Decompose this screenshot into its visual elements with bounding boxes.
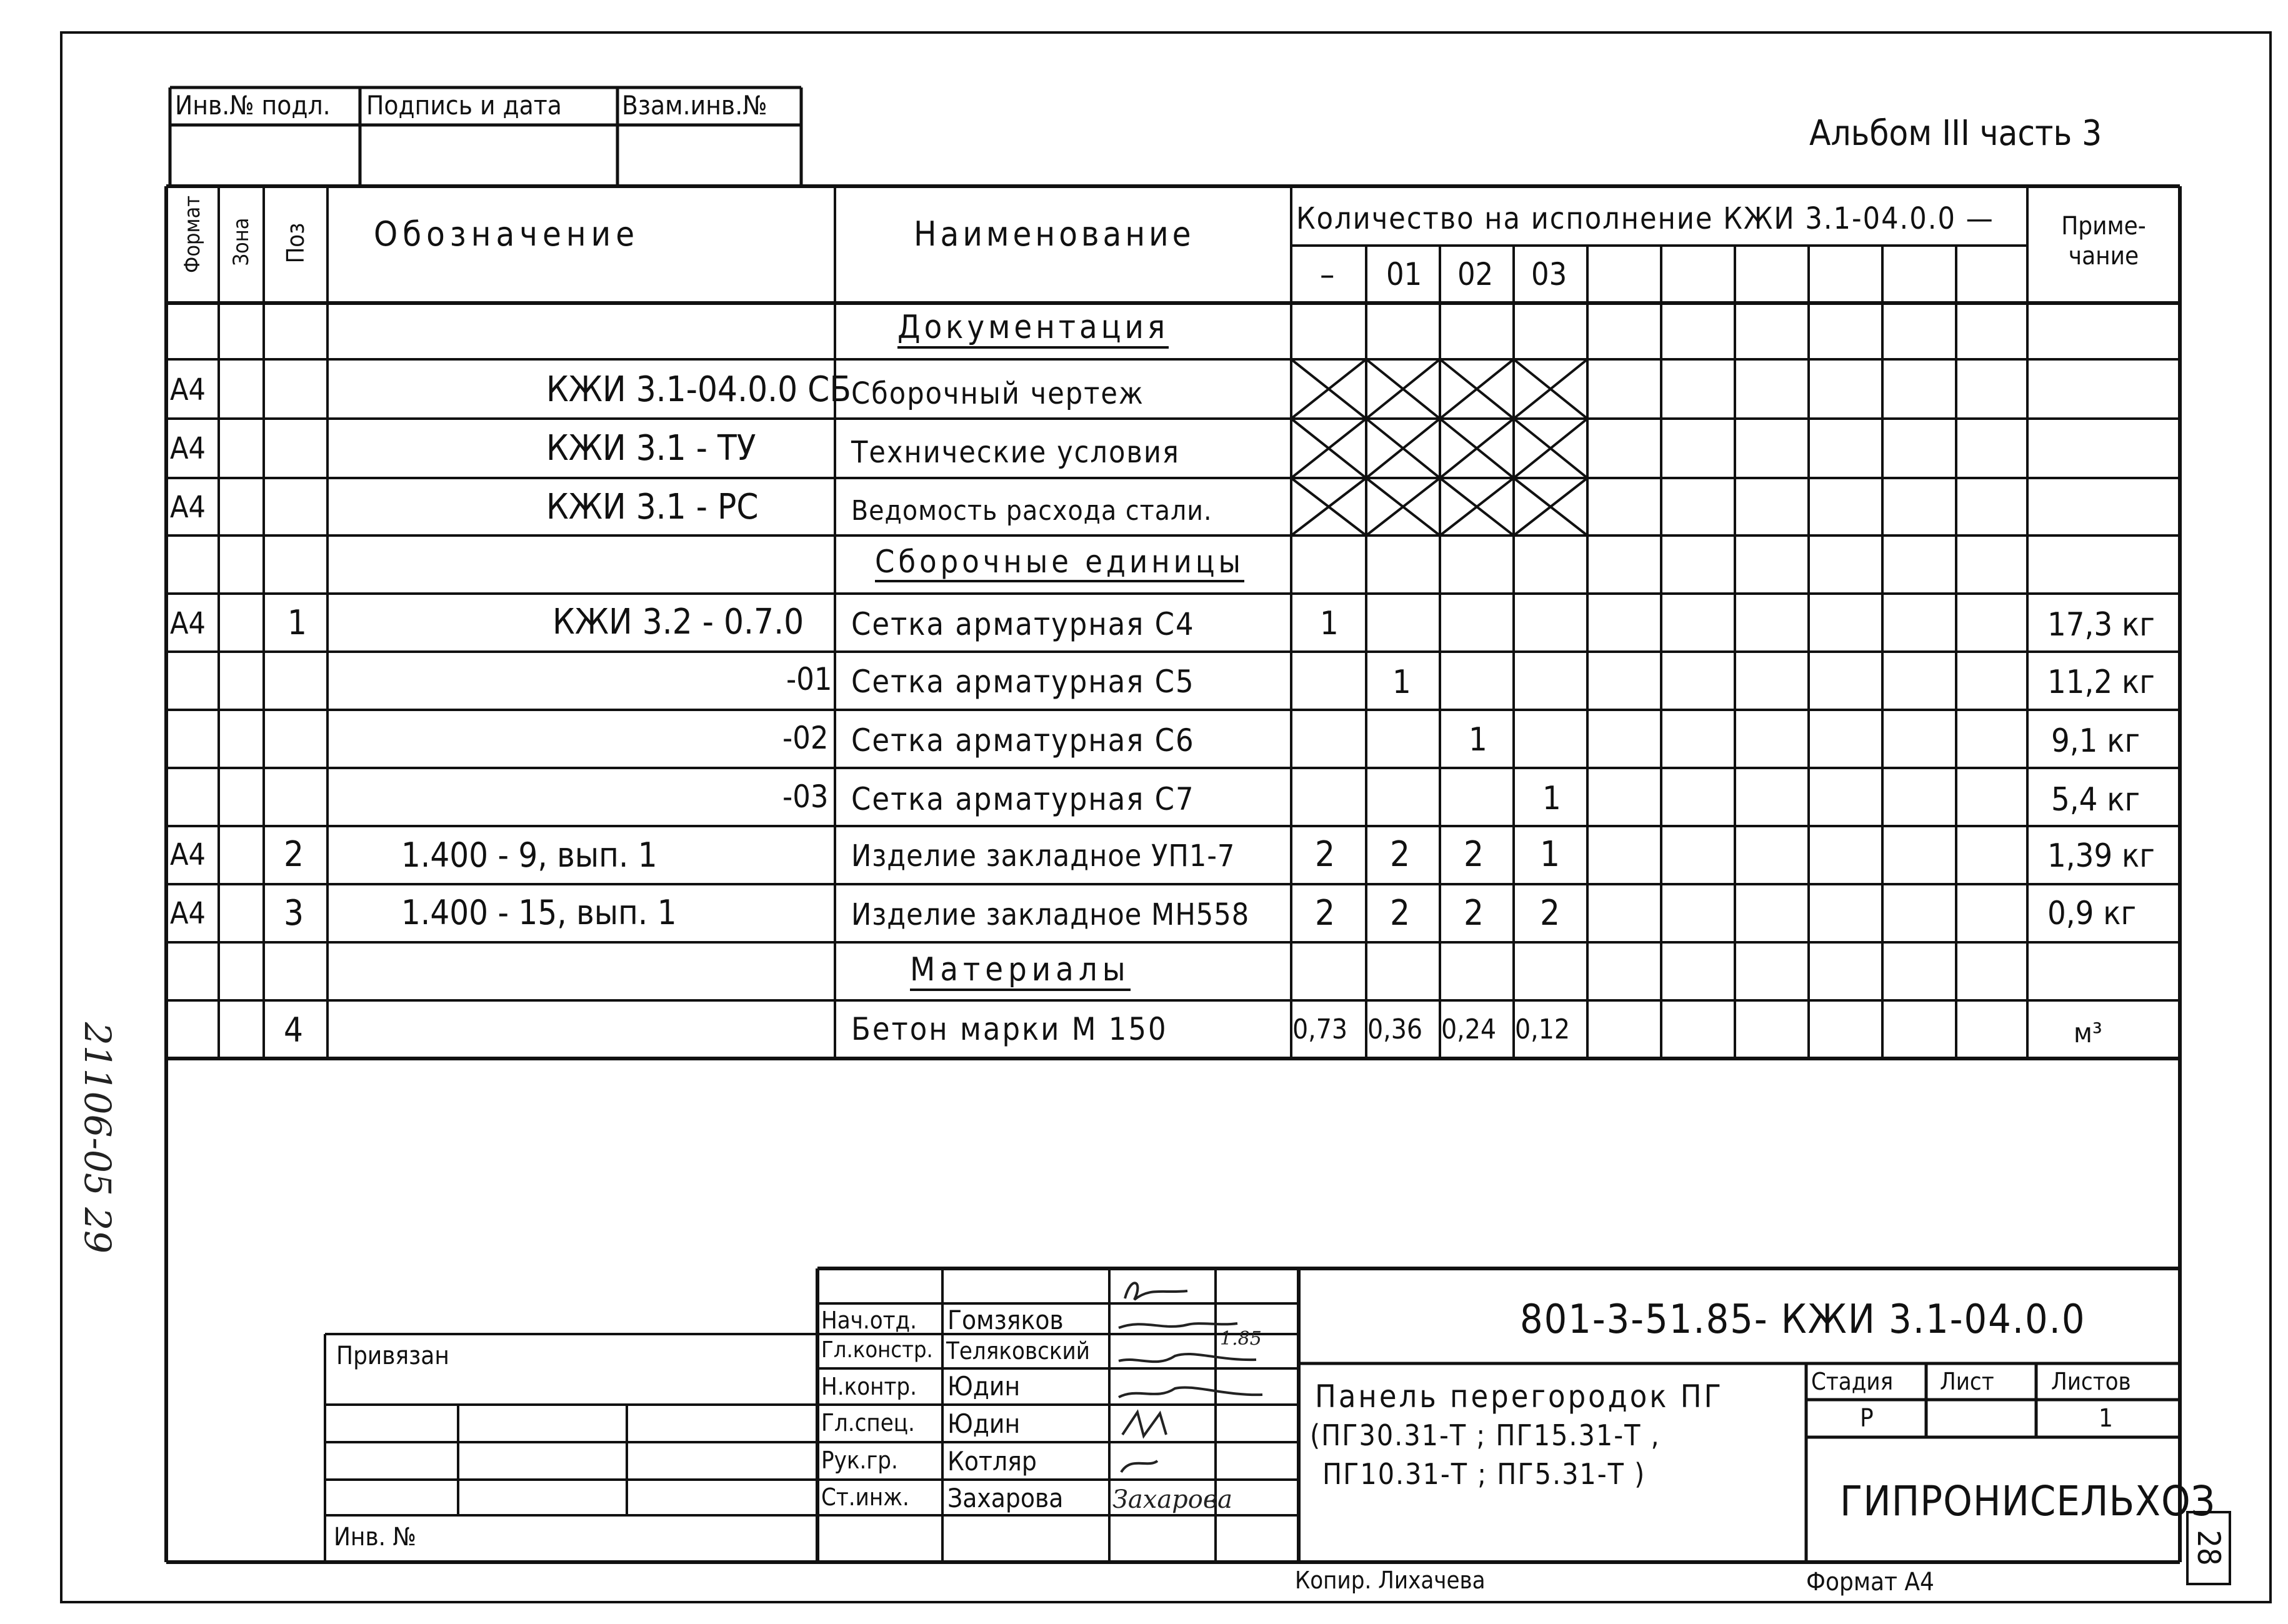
header-note: Приме-чание (2061, 212, 2146, 271)
row-qty: 1 (1542, 780, 1561, 817)
document-description-line-2: (ПГ30.31-Т ; ПГ15.31-Т , (1310, 1418, 1661, 1452)
row-name: Сетка арматурная С7 (851, 781, 1195, 817)
row-name: Сетка арматурная С4 (851, 606, 1195, 642)
row-note: 5,4 кг (2051, 781, 2141, 819)
name-chief-designer: Теляковский (946, 1337, 1090, 1365)
row-name: Изделие закладное МН558 (851, 897, 1250, 932)
top-stamp-signature-label: Подпись и дата (366, 90, 562, 121)
row-name: Ведомость расхода стали. (851, 495, 1212, 527)
inv-number-label: Инв. № (334, 1523, 416, 1552)
row-designation: КЖИ 3.2 - 0.7.0 (552, 602, 804, 642)
row-pos: 3 (284, 893, 304, 934)
row-note: 17,3 кг (2047, 606, 2155, 644)
sheets-header: Листов (2051, 1368, 2131, 1395)
copied-by: Копир. Лихачева (1295, 1567, 1486, 1594)
row-qty: 2 (1315, 834, 1336, 875)
role-norm-control: Н.контр. (821, 1373, 917, 1400)
section-materials: Материалы (910, 954, 1131, 991)
signature-date: 1.85 (1220, 1328, 1262, 1350)
name-chief-specialist: Юдин (947, 1408, 1021, 1439)
header-pos: Поз (282, 222, 309, 264)
row-pos: 4 (284, 1010, 303, 1050)
name-norm-control: Юдин (947, 1371, 1021, 1402)
page-number: 28 (2191, 1530, 2227, 1566)
row-format: А4 (170, 490, 206, 525)
section-assembly-units: Сборочные единицы (875, 546, 1244, 582)
row-note: 11,2 кг (2047, 664, 2155, 701)
row-designation: -02 (782, 720, 829, 756)
row-qty: 2 (1464, 893, 1484, 934)
row-name: Технические условия (851, 435, 1180, 470)
row-name: Бетон марки М 150 (851, 1011, 1168, 1047)
row-designation: 1.400 - 15, вып. 1 (401, 893, 677, 932)
document-code: 801-3-51.85- КЖИ 3.1-04.0.0 (1520, 1297, 2086, 1343)
row-qty: 2 (1315, 893, 1336, 934)
footer-format: Формат А4 (1806, 1568, 1934, 1597)
row-format: А4 (170, 606, 206, 641)
qty-col-header-1: 01 (1386, 256, 1422, 292)
header-designation: Обозначение (374, 214, 640, 254)
row-qty: 1 (1469, 721, 1487, 759)
signature-senior-engineer: Захарова (1112, 1485, 1232, 1514)
row-format: А4 (170, 837, 206, 872)
row-qty: 0,12 (1515, 1014, 1571, 1045)
row-format: А4 (170, 372, 206, 407)
row-designation: КЖИ 3.1-04.0.0 СБ (546, 369, 851, 410)
header-qty: Количество на исполнение КЖИ 3.1-04.0.0 — (1296, 201, 1994, 236)
row-qty: 2 (1390, 893, 1411, 934)
sheet-header: Лист (1940, 1368, 1994, 1395)
row-pos: 2 (284, 834, 304, 875)
row-designation: -03 (782, 779, 829, 815)
row-name: Сборочный чертеж (851, 376, 1144, 411)
stage-value: Р (1860, 1404, 1874, 1433)
row-qty: 1 (1540, 834, 1561, 875)
top-stamp-replace-label: Взам.инв.№ (622, 90, 767, 121)
album-label: Альбом III часть 3 (1809, 113, 2102, 154)
role-head-of-department: Нач.отд. (821, 1307, 917, 1334)
row-pos: 1 (287, 603, 307, 642)
row-qty: 2 (1464, 834, 1484, 875)
privyazan-label: Привязан (336, 1342, 449, 1370)
row-name: Изделие закладное УП1-7 (851, 839, 1236, 874)
top-stamp-inv-label: Инв.№ подл. (175, 90, 331, 121)
document-description-line-1: Панель перегородок ПГ (1315, 1378, 1724, 1415)
qty-col-header-0: – (1320, 256, 1335, 294)
row-note: 0,9 кг (2047, 895, 2137, 932)
sheets-value: 1 (2099, 1404, 2113, 1433)
stage-header: Стадия (1811, 1368, 1894, 1395)
row-qty: 2 (1390, 834, 1411, 875)
qty-col-header-3: 03 (1531, 256, 1567, 292)
header-format: Формат (180, 195, 205, 273)
row-qty: 1 (1320, 605, 1339, 642)
row-note: м³ (2074, 1017, 2102, 1049)
role-chief-specialist: Гл.спец. (821, 1409, 915, 1437)
row-name: Сетка арматурная С5 (851, 664, 1195, 700)
row-qty: 1 (1392, 664, 1411, 701)
name-senior-engineer: Захарова (947, 1483, 1064, 1513)
section-documentation: Документация (897, 311, 1169, 349)
row-designation: -01 (786, 661, 832, 697)
header-name: Наименование (914, 214, 1195, 254)
qty-col-header-2: 02 (1457, 256, 1494, 292)
row-name: Сетка арматурная С6 (851, 722, 1195, 759)
name-group-leader: Котляр (947, 1446, 1037, 1477)
side-archive-number: 21106-05 29 (76, 1022, 119, 1254)
row-designation: КЖИ 3.1 - ТУ (546, 428, 756, 469)
organization-name: ГИПРОНИСЕЛЬХОЗ (1840, 1477, 2216, 1525)
header-zone: Зона (229, 217, 254, 266)
row-qty: 0,24 (1441, 1014, 1497, 1045)
row-qty: 2 (1540, 893, 1561, 934)
row-designation: 1.400 - 9, вып. 1 (401, 835, 657, 875)
role-chief-designer: Гл.констр. (821, 1337, 933, 1363)
row-format: А4 (170, 896, 206, 931)
row-qty: 0,36 (1367, 1014, 1423, 1045)
document-description-line-3: ПГ10.31-Т ; ПГ5.31-Т ) (1322, 1457, 1646, 1491)
role-group-leader: Рук.гр. (821, 1447, 898, 1474)
row-qty: 0,73 (1292, 1014, 1348, 1045)
role-senior-engineer: Ст.инж. (821, 1483, 909, 1511)
row-format: А4 (170, 431, 206, 466)
row-note: 9,1 кг (2051, 722, 2141, 760)
row-designation: КЖИ 3.1 - РС (546, 487, 759, 527)
name-head-of-department: Гомзяков (947, 1305, 1064, 1335)
row-note: 1,39 кг (2047, 837, 2155, 875)
